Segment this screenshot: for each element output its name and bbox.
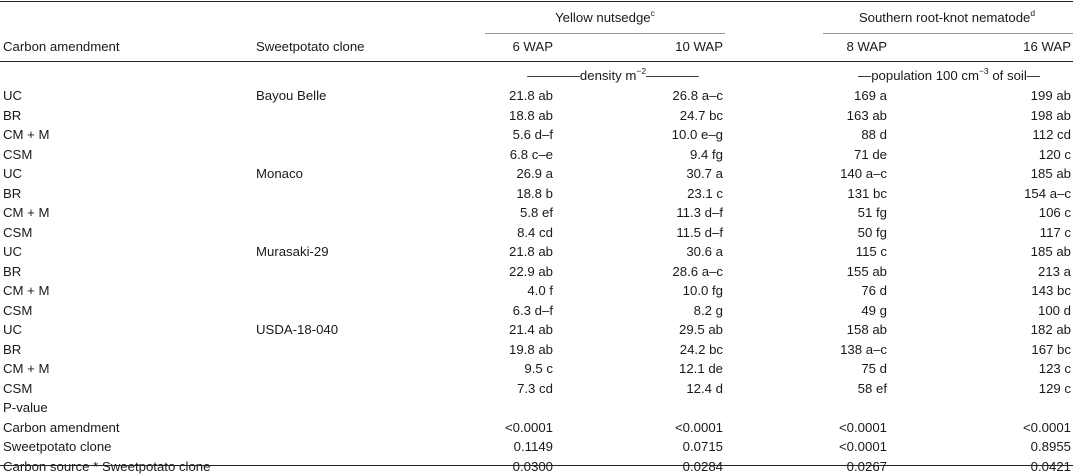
cell-nutsedge-10-wap: 28.6 a–c: [672, 264, 723, 279]
cell-carbon-amendment: UC: [3, 88, 23, 103]
cell-nematode-16-wap: 154 a–c: [1024, 186, 1071, 201]
cell-nutsedge-6-wap: 22.9 ab: [509, 264, 553, 279]
pvalue-nematode-8-wap: <0.0001: [838, 439, 887, 454]
cell-nematode-8-wap: 163 ab: [846, 108, 887, 123]
cell-nematode-8-wap: 88 d: [861, 127, 887, 142]
cell-nematode-16-wap: 117 c: [1039, 225, 1071, 240]
cell-nutsedge-6-wap: 21.8 ab: [509, 244, 553, 259]
cell-carbon-amendment: CM + M: [3, 283, 50, 298]
cell-nematode-8-wap: 51 fg: [857, 205, 887, 220]
cell-nutsedge-10-wap: 12.4 d: [686, 381, 723, 396]
cell-nematode-16-wap: 185 ab: [1030, 166, 1071, 181]
cell-nutsedge-6-wap: 19.8 ab: [509, 342, 553, 357]
pvalue-nutsedge-6-wap: <0.0001: [504, 420, 553, 435]
cell-nutsedge-10-wap: 24.7 bc: [679, 108, 723, 123]
pvalue-nematode-8-wap: 0.0267: [846, 459, 887, 474]
cell-nematode-8-wap: 158 ab: [846, 322, 887, 337]
cell-carbon-amendment: CM + M: [3, 361, 50, 376]
pvalue-row-label: Carbon amendment: [3, 420, 120, 435]
cell-nutsedge-10-wap: 11.3 d–f: [676, 205, 723, 220]
cell-nematode-16-wap: 182 ab: [1030, 322, 1071, 337]
cell-nematode-8-wap: 75 d: [861, 361, 887, 376]
density-unit-label: ————density $m^{-2}————$: [527, 66, 699, 83]
cell-nutsedge-6-wap: 21.4 ab: [509, 322, 553, 337]
cell-carbon-amendment: CSM: [3, 147, 33, 162]
cell-carbon-amendment: BR: [3, 342, 22, 357]
cell-carbon-amendment: CSM: [3, 225, 33, 240]
cell-nutsedge-10-wap: 8.2 g: [693, 303, 723, 318]
cell-nematode-8-wap: 138 a–c: [840, 342, 887, 357]
cell-nutsedge-6-wap: 5.6 d–f: [512, 127, 553, 142]
nutsedge-group-label: Yellow nutsedge: [555, 10, 651, 25]
cell-nematode-16-wap: 167 bc: [1031, 342, 1071, 357]
cell-nutsedge-6-wap: 9.5 c: [524, 361, 553, 376]
cell-nematode-16-wap: 185 ab: [1030, 244, 1071, 259]
cell-nutsedge-10-wap: 24.2 bc: [679, 342, 723, 357]
cell-carbon-amendment: UC: [3, 166, 23, 181]
cell-carbon-amendment: BR: [3, 186, 22, 201]
nutsedge-footnote-marker: c: [650, 8, 655, 18]
cell-carbon-amendment: CM + M: [3, 127, 50, 142]
cell-nematode-16-wap: 199 ab: [1030, 88, 1071, 103]
cell-nematode-16-wap: 112 cd: [1032, 127, 1071, 142]
pvalue-nematode-16-wap: <0.0001: [1022, 420, 1071, 435]
column-header-8-wap: 8 WAP: [846, 39, 887, 54]
cell-nutsedge-10-wap: 30.6 a: [686, 244, 723, 259]
header-rule: [0, 61, 1073, 62]
cell-nutsedge-6-wap: 6.3 d–f: [512, 303, 553, 318]
pvalue-row-label: Sweetpotato clone: [3, 439, 112, 454]
cell-sweetpotato-clone: USDA-18-040: [256, 322, 339, 337]
cell-nematode-16-wap: 106 c: [1038, 205, 1071, 220]
column-header-6-wap: 6 WAP: [512, 39, 553, 54]
population-unit-label: —population 100 $cm^{-3}$ of soil—: [858, 66, 1040, 83]
cell-nutsedge-10-wap: 10.0 fg: [682, 283, 723, 298]
cell-nematode-8-wap: 169 a: [853, 88, 887, 103]
cell-nutsedge-6-wap: 21.8 ab: [509, 88, 553, 103]
cell-nematode-8-wap: 76 d: [861, 283, 887, 298]
cell-nematode-8-wap: 50 fg: [857, 225, 887, 240]
pvalue-nutsedge-6-wap: 0.1149: [513, 439, 553, 454]
cell-nutsedge-10-wap: 10.0 e–g: [671, 127, 723, 142]
cell-nematode-16-wap: 129 c: [1038, 381, 1071, 396]
cell-carbon-amendment: CSM: [3, 381, 33, 396]
cell-nutsedge-6-wap: 18.8 b: [516, 186, 553, 201]
cell-nematode-16-wap: 100 d: [1037, 303, 1071, 318]
cell-nutsedge-6-wap: 4.0 f: [527, 283, 553, 298]
cell-nematode-16-wap: 123 c: [1038, 361, 1071, 376]
column-header-carbon-amendment: Carbon amendment: [3, 39, 120, 54]
cell-nematode-16-wap: 120 c: [1038, 147, 1071, 162]
cell-carbon-amendment: UC: [3, 322, 23, 337]
cell-nutsedge-10-wap: 26.8 a–c: [672, 88, 723, 103]
pvalue-row-label: Carbon source * Sweetpotato clone: [3, 459, 211, 474]
cell-sweetpotato-clone: Monaco: [256, 166, 303, 181]
cell-carbon-amendment: BR: [3, 108, 22, 123]
cell-nutsedge-10-wap: 12.1 de: [679, 361, 723, 376]
nematode-group-rule: [823, 33, 1073, 34]
pvalue-nutsedge-6-wap: 0.0300: [512, 459, 553, 474]
bottom-rule: [0, 465, 1073, 466]
cell-sweetpotato-clone: Murasaki-29: [256, 244, 329, 259]
pvalue-nutsedge-10-wap: <0.0001: [674, 420, 723, 435]
cell-nematode-8-wap: 58 ef: [857, 381, 887, 396]
cell-nematode-8-wap: 71 de: [853, 147, 887, 162]
top-rule: [0, 1, 1073, 2]
cell-nutsedge-10-wap: 23.1 c: [687, 186, 723, 201]
cell-nematode-8-wap: 49 g: [861, 303, 887, 318]
column-header-sweetpotato-clone: Sweetpotato clone: [256, 39, 365, 54]
cell-nematode-8-wap: 155 ab: [846, 264, 887, 279]
cell-nutsedge-6-wap: 5.8 ef: [520, 205, 553, 220]
cell-carbon-amendment: BR: [3, 264, 22, 279]
cell-nutsedge-6-wap: 7.3 cd: [517, 381, 553, 396]
cell-nutsedge-6-wap: 6.8 c–e: [509, 147, 553, 162]
cell-nematode-16-wap: 213 a: [1037, 264, 1071, 279]
pvalue-nematode-8-wap: <0.0001: [838, 420, 887, 435]
nutsedge-group-rule: [485, 33, 725, 34]
cell-nutsedge-6-wap: 8.4 cd: [517, 225, 553, 240]
cell-carbon-amendment: CSM: [3, 303, 33, 318]
nutsedge-group-header: [485, 10, 725, 26]
column-header-10-wap: 10 WAP: [675, 39, 723, 54]
column-header-16-wap: 16 WAP: [1023, 39, 1071, 54]
cell-nutsedge-10-wap: 29.5 ab: [679, 322, 723, 337]
cell-nutsedge-6-wap: 18.8 ab: [509, 108, 553, 123]
cell-nematode-8-wap: 131 bc: [847, 186, 887, 201]
cell-sweetpotato-clone: Bayou Belle: [256, 88, 327, 103]
cell-nutsedge-10-wap: 11.5 d–f: [676, 225, 723, 240]
pvalue-nematode-16-wap: 0.8955: [1030, 439, 1071, 454]
pvalue-nutsedge-10-wap: 0.0715: [682, 439, 723, 454]
cell-nutsedge-10-wap: 30.7 a: [686, 166, 723, 181]
cell-nematode-8-wap: 140 a–c: [840, 166, 887, 181]
pvalue-label: P-value: [3, 400, 48, 415]
cell-nematode-16-wap: 143 bc: [1031, 283, 1071, 298]
pvalue-nematode-16-wap: 0.0421: [1030, 459, 1071, 474]
cell-nematode-8-wap: 115 c: [855, 244, 887, 259]
pvalue-nutsedge-10-wap: 0.0284: [682, 459, 723, 474]
nematode-group-label: Southern root-knot nematode: [858, 10, 1031, 25]
cell-carbon-amendment: CM + M: [3, 205, 50, 220]
nematode-footnote-marker: d: [1030, 8, 1036, 18]
cell-nutsedge-10-wap: 9.4 fg: [690, 147, 723, 162]
cell-nematode-16-wap: 198 ab: [1030, 108, 1071, 123]
nematode-group-header: [823, 10, 1071, 26]
cell-nutsedge-6-wap: 26.9 a: [516, 166, 553, 181]
cell-carbon-amendment: UC: [3, 244, 23, 259]
